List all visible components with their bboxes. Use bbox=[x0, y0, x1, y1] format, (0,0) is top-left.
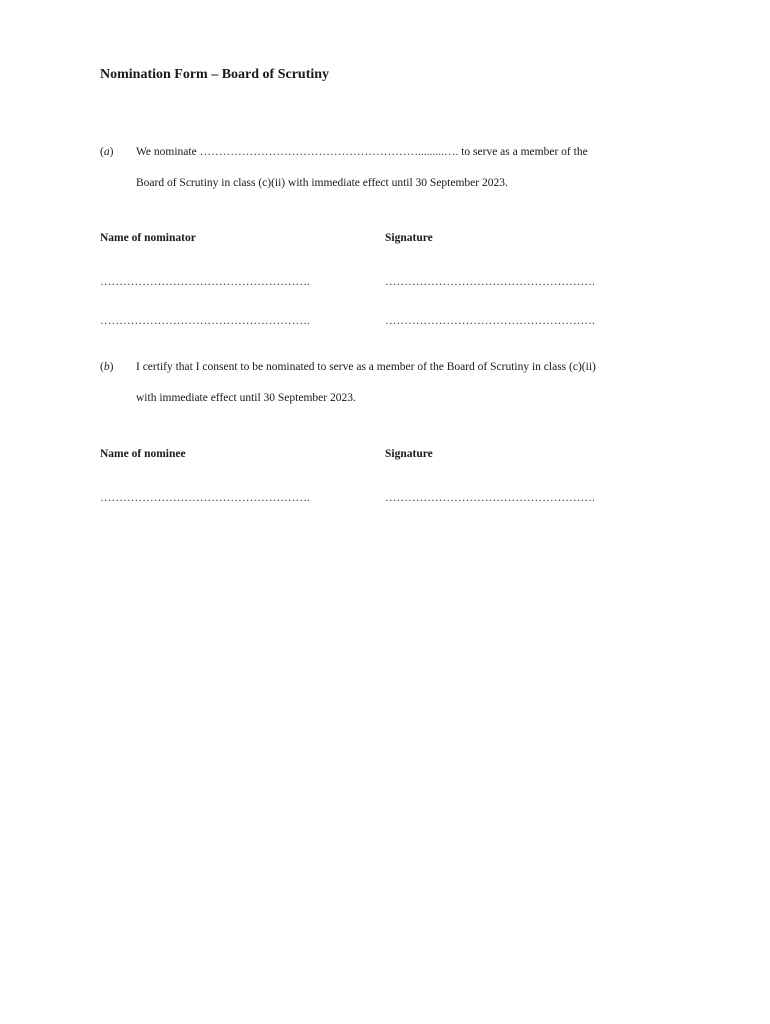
nominee-name-blank[interactable]: ………………………………………………….........…. bbox=[199, 146, 459, 158]
nominator-name-header: Name of nominator bbox=[100, 232, 196, 244]
section-a-label: (a) bbox=[100, 146, 114, 158]
section-b-letter: b bbox=[103, 361, 110, 373]
nominee-name-header: Name of nominee bbox=[100, 448, 186, 460]
section-a-line1 bbox=[136, 146, 588, 158]
section-b-label: (b) bbox=[100, 361, 114, 373]
section-a-letter: a bbox=[103, 146, 110, 158]
page-title: Nomination Form – Board of Scrutiny bbox=[100, 67, 330, 82]
section-a-line2: Board of Scrutiny in class (c)(ii) with immediate effect until 30 September 2023. bbox=[136, 177, 508, 189]
section-a-prefix: We nominate bbox=[136, 146, 197, 158]
nominator-name-blank-1[interactable]: ………………………………………………. bbox=[100, 276, 310, 288]
nominator-signature-blank-1[interactable]: ………………………………………………. bbox=[385, 276, 595, 288]
section-b-line1: I certify that I consent to be nominated to serve as a member of the Board of Scrutiny in class (c)(ii) bbox=[136, 361, 596, 373]
nominator-signature-blank-2[interactable]: ………………………………………………. bbox=[385, 315, 595, 327]
nominee-name-blank[interactable]: ………………………………………………. bbox=[100, 492, 310, 504]
nominator-signature-header: Signature bbox=[385, 232, 433, 244]
nominee-signature-blank[interactable]: ………………………………………………. bbox=[385, 492, 595, 504]
section-a-suffix: to serve as a member of the bbox=[461, 146, 588, 158]
nominator-name-blank-2[interactable]: ………………………………………………. bbox=[100, 315, 310, 327]
section-b-line2: with immediate effect until 30 September 2023. bbox=[136, 392, 356, 404]
nominee-signature-header: Signature bbox=[385, 448, 433, 460]
